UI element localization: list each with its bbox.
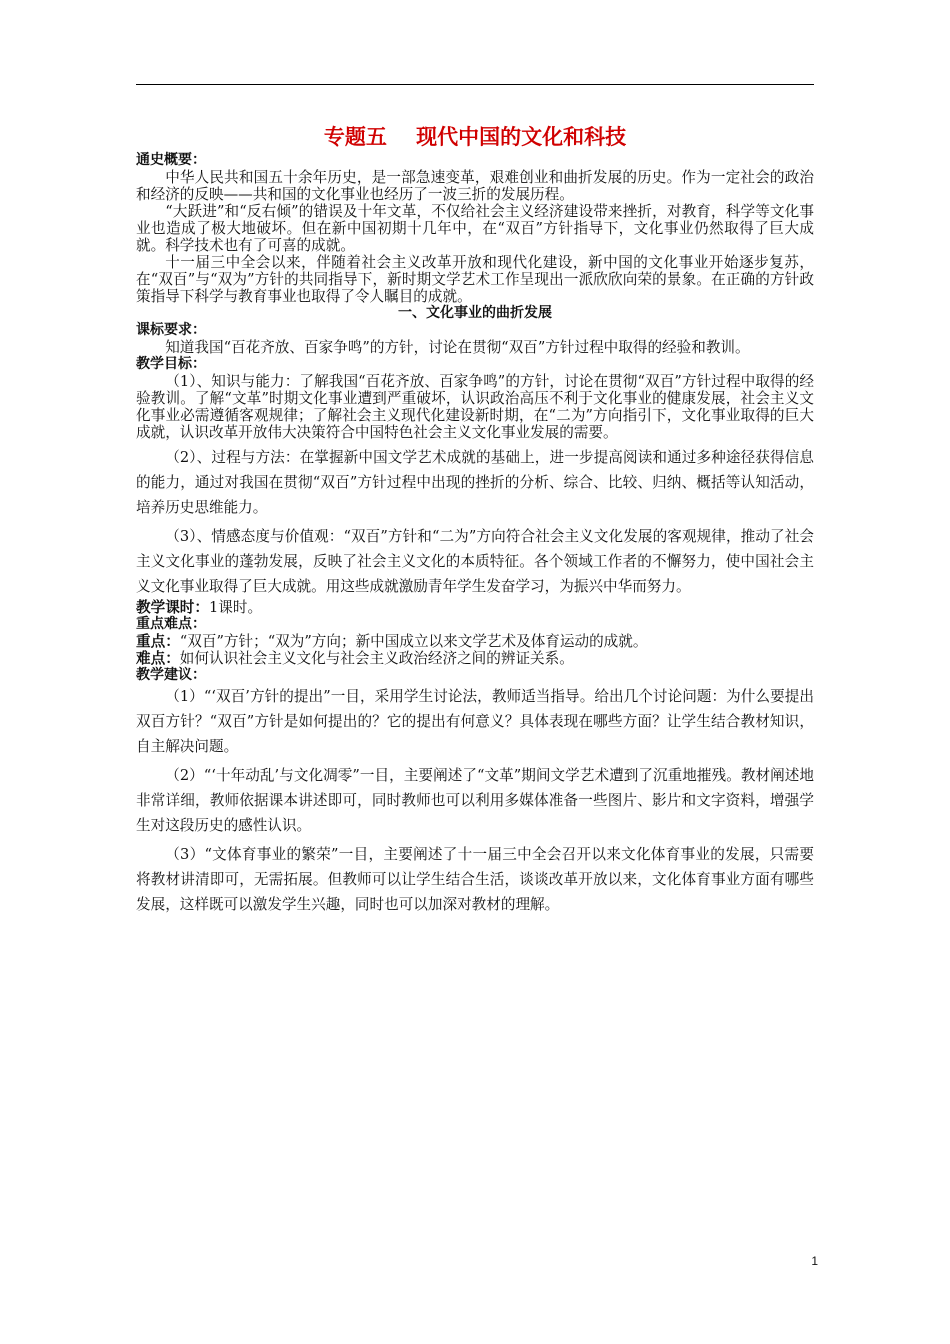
goals-paragraph-2: （2）、过程与方法：在掌握新中国文学艺术成就的基础上，进一步提高阅读和通过多种途径获得信息的能力，通过对我国在贯彻“双百”方针过程中出现的挫折的分析、综合、比较、归纳、概括等认知活动，培养历史思维能力。	[136, 449, 814, 516]
suggestions-heading: 教学建议：	[136, 667, 206, 683]
overview-paragraph-1: 中华人民共和国五十余年历史，是一部急速变革，艰难创业和曲折发展的历史。作为一定社会的政治和经济的反映——共和国的文化事业也经历了一波三折的发展历程。	[136, 169, 814, 203]
key-point-label: 重点：	[136, 633, 180, 650]
difficulty-label: 难点：	[136, 650, 180, 667]
goals-heading: 教学目标：	[136, 356, 206, 372]
overview-paragraph-2: “大跃进”和“反右倾”的错误及十年文革，不仅给社会主义经济建设带来挫折，对教育，科学等文化事业也造成了极大地破坏。但在新中国初期十几年中，在“双百”方针指导下，文化事业仍然取得了巨大成就。科学技术也有了可喜的成就。	[136, 203, 814, 254]
key-points-heading: 重点难点：	[136, 616, 206, 632]
document-title	[136, 122, 814, 152]
hours-value: 1课时。	[208, 599, 263, 616]
suggestions-paragraph-3: （3）“文体育事业的繁荣”一目，主要阐述了十一届三中全会召开以来文化体育事业的发展，只需要将教材讲清即可，无需拓展。但教师可以让学生结合生活，谈谈改革开放以来，文化体育事业方面有哪些发展，这样既可以激发学生兴趣，同时也可以加深对教材的理解。	[136, 846, 814, 913]
goals-paragraph-3: （3）、情感态度与价值观：“双百”方针和“二为”方向符合社会主义文化发展的客观规律，推动了社会主义文化事业的蓬勃发展，反映了社会主义文化的本质特征。各个领域工作者的不懈努力，使中国社会主义文化事业取得了巨大成就。用这些成就激励青年学生发奋学习，为振兴中华而努力。	[136, 528, 814, 595]
overview-heading: 通史概要：	[136, 152, 206, 168]
title-part1: 专题五	[323, 124, 387, 149]
page-number: 1	[811, 1254, 818, 1268]
standards-paragraph: 知道我国“百花齐放、百家争鸣”的方针，讨论在贯彻“双百”方针过程中取得的经验和教训。	[165, 339, 750, 356]
title-part2: 现代中国的文化和科技	[416, 124, 627, 149]
goals-paragraph-1: （1）、知识与能力：了解我国“百花齐放、百家争鸣”的方针，讨论在贯彻“双百”方针过程中取得的经验教训。了解“文革”时期文化事业遭到严重破坏，认识政治高压不利于文化事业的健康发展，社会主义文化事业必需遵循客观规律；了解社会主义现代化建设新时期，在“二为”方向指引下，文化事业取得的巨大成就，认识改革开放伟大决策符合中国特色社会主义文化事业发展的需要。	[136, 373, 814, 441]
suggestions-paragraph-2: （2）“‘十年动乱’与文化凋零”一目，主要阐述了“文革”期间文学艺术遭到了沉重地摧残。教材阐述地非常详细，教师依据课本讲述即可，同时教师也可以利用多媒体准备一些图片、影片和文字资料，增强学生对这段历史的感性认识。	[136, 767, 814, 834]
hours-line	[136, 599, 814, 616]
key-point-text: “双百”方针；“双为”方向；新中国成立以来文学艺术及体育运动的成就。	[179, 633, 648, 650]
hours-label: 教学课时：	[136, 599, 209, 616]
suggestions-paragraph-1: （1）“‘双百’方针的提出”一目，采用学生讨论法，教师适当指导。给出几个讨论问题：为什么要提出双百方针？“双百”方针是如何提出的？它的提出有何意义？具体表现在哪些方面？让学生结合教材知识，自主解决问题。	[136, 688, 814, 755]
difficulty-line	[136, 650, 814, 667]
section-heading: 一、文化事业的曲折发展	[398, 305, 552, 321]
header-rule	[136, 84, 814, 85]
key-point-line	[136, 633, 814, 650]
overview-paragraph-3: 十一届三中全会以来，伴随着社会主义改革开放和现代化建设，新中国的文化事业开始逐步复苏，在“双百”与“双为”方针的共同指导下，新时期文学艺术工作呈现出一派欣欣向荣的景象。在正确的方针政策指导下科学与教育事业也取得了令人瞩目的成就。	[136, 254, 814, 305]
difficulty-text: 如何认识社会主义文化与社会主义政治经济之间的辨证关系。	[179, 650, 574, 667]
standards-heading: 课标要求：	[136, 322, 206, 338]
document-body	[136, 122, 814, 917]
